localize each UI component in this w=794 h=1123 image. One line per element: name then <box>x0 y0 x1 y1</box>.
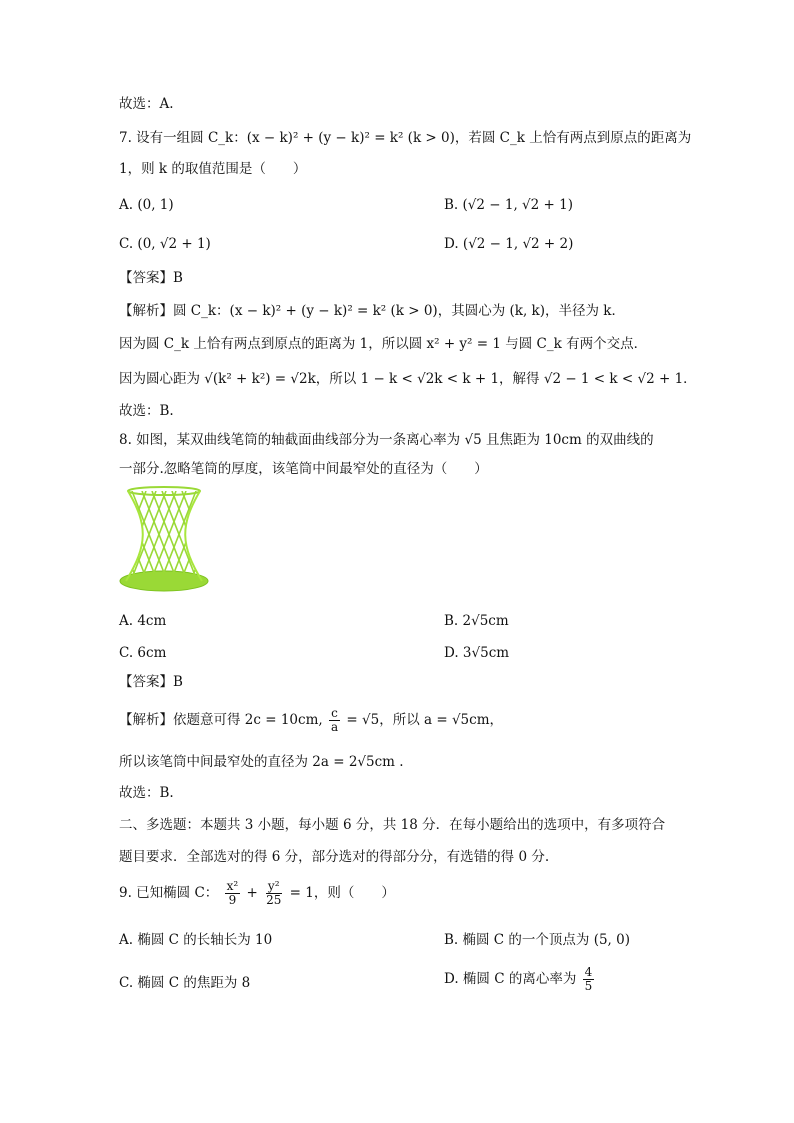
q7-option-c: C. (0, √2 + 1) <box>119 236 211 252</box>
q8-sol1-pre: 【解析】依题意可得 2c = 10cm, <box>119 712 323 728</box>
q8-fraction-c-over-a <box>329 707 340 734</box>
q9-fraction-x <box>225 880 241 907</box>
q9-option-d-fraction <box>583 966 595 993</box>
q8-option-c: C. 6cm <box>119 645 167 661</box>
q9-d-den: 5 <box>584 979 593 993</box>
q7-solution-3: 因为圆心距为 √(k² + k²) = √2k，所以 1 − k < √2k < k + 1，解得 √2 − 1 < k < √2 + 1． <box>119 371 697 387</box>
q7-solution-2: 因为圆 C_k 上恰有两点到原点的距离为 1，所以圆 x² + y² = 1 与圆 C_k 有两个交点． <box>119 336 648 352</box>
hyperbolic-pen-holder-image <box>118 485 210 593</box>
question-8-stem: 8. 如图，某双曲线笔筒的轴截面曲线部分为一条离心率为 √5 且焦距为 10cm 的双曲线的 <box>119 432 654 448</box>
question-8-stem-cont: 一部分.忽略笔筒的厚度，该笔筒中间最窄处的直径为（ ） <box>119 461 488 477</box>
q7-answer: 【答案】B <box>119 270 183 286</box>
q7-option-d: D. (√2 − 1, √2 + 2) <box>444 236 574 252</box>
q9-option-d-text: D. 椭圆 C 的离心率为 <box>444 971 577 987</box>
q9-f1-den: 9 <box>228 893 237 907</box>
q8-frac-den: a <box>330 720 339 734</box>
q7-select: 故选：B. <box>119 403 174 419</box>
q9-option-b: B. 椭圆 C 的一个顶点为 (5, 0) <box>444 932 631 948</box>
q8-solution-1 <box>119 707 503 734</box>
q9-fraction-y <box>264 880 283 907</box>
q8-sol1-post: = √5，所以 a = √5cm， <box>346 712 504 728</box>
q8-option-d: D. 3√5cm <box>444 645 510 661</box>
q9-option-a: A. 椭圆 C 的长轴长为 10 <box>119 932 273 948</box>
q8-option-b: B. 2√5cm <box>444 613 509 629</box>
question-9-stem <box>119 880 395 907</box>
q9-post: = 1，则（ ） <box>289 885 395 901</box>
section-2-heading: 二、多选题：本题共 3 小题，每小题 6 分，共 18 分．在每小题给出的选项中，有多项符合 <box>119 817 666 833</box>
q9-f1-num: x² <box>226 879 239 893</box>
pen-holder-rim <box>128 487 200 495</box>
q8-frac-num: c <box>331 706 338 720</box>
plus-sign: + <box>246 885 258 901</box>
q9-f2-num: y² <box>267 879 280 893</box>
q8-solution-2: 所以该笔筒中间最窄处的直径为 2a = 2√5cm . <box>119 754 404 770</box>
q9-option-d <box>444 966 596 993</box>
q7-option-b: B. (√2 − 1, √2 + 1) <box>444 197 573 213</box>
q8-answer: 【答案】B <box>119 674 183 690</box>
section-2-heading-cont: 题目要求．全部选对的得 6 分，部分选对的得部分分，有选错的得 0 分. <box>119 849 550 865</box>
q9-f2-den: 25 <box>266 893 282 907</box>
q9-d-num: 4 <box>584 965 593 979</box>
question-7-stem: 7. 设有一组圆 C_k：(x − k)² + (y − k)² = k² (k > 0)，若圆 C_k 上恰有两点到原点的距离为 <box>119 130 692 146</box>
q7-option-a: A. (0, 1) <box>119 197 174 213</box>
q8-option-a: A. 4cm <box>119 613 167 629</box>
q7-solution-1: 【解析】圆 C_k：(x − k)² + (y − k)² = k² (k > 0)，其圆心为 (k, k)，半径为 k． <box>119 303 625 319</box>
q9-option-c: C. 椭圆 C 的焦距为 8 <box>119 975 251 991</box>
line-select-a: 故选：A. <box>119 96 174 112</box>
q9-pre: 9. 已知椭圆 C： <box>119 885 219 901</box>
question-7-stem-cont: 1，则 k 的取值范围是（ ） <box>119 161 307 177</box>
q8-select: 故选：B. <box>119 785 174 801</box>
pen-holder-svg <box>118 485 210 593</box>
